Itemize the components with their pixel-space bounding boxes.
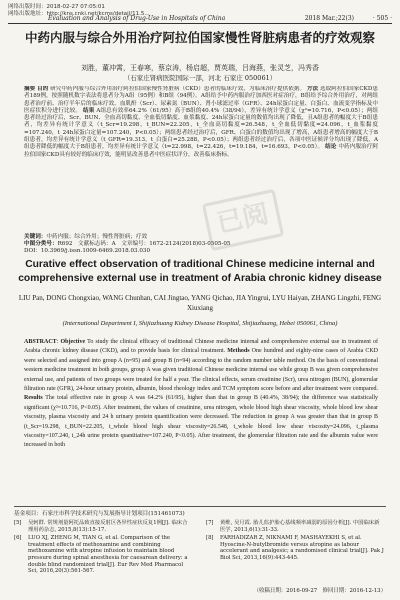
- page-number: · 505 ·: [372, 15, 392, 22]
- stamp-text: 已阅: [214, 198, 272, 240]
- issue-date: 2018 Mar.;22(3): [304, 15, 354, 22]
- english-authors: LIU Pan, DONG Chongxiao, WANG Chunhan, CAI Jingtao, YANG Qichao, JIA Yingrui, LYU Haiyan, ZHANG Lingzhi, FENG Xiuxiang: [18, 294, 382, 312]
- journal-name: Evaluation and Analysis of Drug-Use in Hospitals of China: [48, 15, 226, 22]
- reference-number: [8]: [206, 535, 214, 542]
- reference-text: FARHADIZAR Z, NIKNAMI F, MASHAYEKHI S, et al. Hyoscine-N-butylbromide versus atropine as labour accelerant and analgesic; a randomised clinical trial[J]. Pak J Biol Sci, 2013,16(9):443-445.: [220, 535, 384, 561]
- chinese-affiliation: （石家庄肾病医院国际一部，河北 石家庄 050061）: [123, 74, 277, 82]
- running-header: [8, 14, 392, 24]
- conclusion-label-cn: 结论: [325, 144, 337, 151]
- objective-label-cn: 目的: [37, 86, 49, 92]
- chinese-title: 中药内服与综合外用治疗阿拉伯国家慢性肾脏病患者的疗效观察: [24, 30, 375, 45]
- methods-label-en: Methods: [227, 348, 250, 355]
- reference-number: [7]: [206, 520, 214, 526]
- reference-number: [5]: [14, 520, 22, 526]
- results-en: The total effective rate in group A was 64.2% (61/95), higher than that in group B (40.4%, 38/94); the difference was statistically significant (χ²=10.716, P<0.05). After treatment, the values of creatinine, urea nitrogen, whole blood high shear viscosity, whole blood low shear viscosity, plasma viscosity and 24 h urinary protein quantification were decreased. The reduction in group A was greater than that in group B (t_Scr=19.298, t_BUN=22.205, t_whole blood high shear viscosity=26.548, t_whole blood low shear viscosity=24.096, t_plasma viscosity=107.240, t_24h urine protein quantitative=107.240, P<0.05). After treatment, the glomerular filtration rate and the albumin value were increased in both: [24, 395, 378, 449]
- english-affiliation: (International Department I, Shijiazhuang Kidney Disease Hospital, Shijiazhuang, Hebei 050061, China): [62, 320, 338, 327]
- abstract-label-en: ABSTRACT: [24, 339, 57, 345]
- reference-item: [14, 520, 192, 533]
- results-label-en: Results: [24, 395, 43, 402]
- classification-label: 中图分类号：: [24, 241, 58, 247]
- references: [14, 520, 386, 594]
- english-title: Curative effect observation of traditional Chinese medicine internal and comprehensive external use in treatment of Arabia chronic kidney disease: [18, 259, 382, 284]
- english-abstract: ABSTRACT: Objective To study the clinical efficacy of traditional Chinese medicine internal and comprehensive external use in treatment of Arabia chronic kidney disease (CKD), and to provide basis for clinical treatment. Methods One hundred and eighty-nine cases of Arabia CKD were selected and assigned into group A (n=95) and group B (n=94) according to the random number table method. On the basis of conventional western medicine treatment in both groups, group A was given traditional Chinese medicine internal use while group B was given comprehensive external use, and patients of two groups were treated for half a year. The clinical effects, serum creatinine (Scr), urea nitrogen (BUN), glomerular filtration rate (GFR), 24-hour urinary protein, albumin, blood rheology index and TCM symptom score before and after treatment were compared. Results The total effective rate in group A was 64.2% (61/95), higher than that in group B (40.4%, 38/94); the difference was statistically significant (χ²=10.716, P<0.05). After treatment, the values of creatinine, urea nitrogen, whole blood high shear viscosity, whole blood low shear viscosity, plasma viscosity and 24 h urinary protein quantification were decreased. The reduction in group A was greater than that in group B (t_Scr=19.298, t_BUN=22.205, t_whole blood high shear viscosity=26.548, t_whole blood low shear viscosity=24.096, t_plasma viscosity=107.240, t_24h urine protein quantitative=107.240, P<0.05). After treatment, the glomerular filtration rate and the albumin value were increased in both: [24, 339, 378, 449]
- reference-text: 吴轲群. 常规剂量阿托品致直接反射区各异性症状反复1例[J]. 临床合理用药杂志, 2015,8(13):15-17.: [28, 520, 188, 533]
- reference-item: [206, 535, 384, 561]
- abstract-label-cn: 摘要: [24, 86, 36, 92]
- conclusion-cn: 中药内服治疗阿拉伯国家CKD具有较好的临床疗效，能明显改善患者中医症状评分，改善临床指标。: [24, 144, 378, 158]
- methods-cn: 选取阿拉伯国家CKD患者189例，按照随机数字表法将患者分为A组（95例）和B组（94例）。A组给予中药内服治疗加西医对症治疗，B组给予综合外用治疗，对两组患者治疗前、治疗半年后的临床疗效、血肌酐（Scr）、尿素氮（BUN）、肾小球滤过率（GFR）、24h尿蛋白定量、白蛋白、血流变学指标及中医症状积分进行比较。: [24, 86, 378, 114]
- funding-note: 基金项目：石家庄市科学技术研究与发展指导计划项目(151461073): [14, 506, 386, 518]
- references-left-column: [14, 520, 192, 577]
- reference-text: 黄维, 吴月霞. 胎儿监护胎心基线频率减弱的原因分析[J]. 中国临床新医学, 2013,6(1):31-33.: [220, 520, 380, 533]
- reference-item: [14, 535, 192, 575]
- chinese-abstract: [24, 86, 378, 234]
- network-publication-time: 网络出版时间：2018-02-27 07:05:01: [8, 4, 105, 10]
- keywords-text: 中药内服；综合外用；慢性肾脏病；疗效: [46, 234, 148, 240]
- received-date: （收稿日期：2016-09-27 修回日期：2016-12-13）: [253, 588, 386, 594]
- reference-number: [6]: [14, 535, 22, 542]
- references-right-column: [206, 520, 384, 564]
- methods-label-cn: 方法: [306, 86, 319, 92]
- results-cn: A组总有效率64.2%（61/95）高于B组的40.4%（38/94），差异有统计学意义（χ²=10.716，P<0.05）；两组患者经过治疗后，Scr、BUN、全血高切黏度、全血低切黏度、血浆黏度、24h尿蛋白定量的数值均出现了降低，且A组患者的幅度大于B组患者，均差异有统计学意义（t_Scr=19.298，t_BUN=22.205，t_全血高切黏度=26.548，t_全血低切黏度=24.096，t_血浆黏度=107.240，t_24h尿蛋白定量=107.240，P<0.05）；两组患者经过治疗后，GFR、白蛋白的数值均出现了增高，A组患者增高的幅度大于B组患者，均差异有统计学意义（t_GFR=19.313，t_白蛋白=25.288，P<0.05）；两组患者经过治疗后，各项中医证候评分均出现了降低，A组患者降低的幅度大于B组患者，均差异有统计学意义（t=22.998，t=22.426，t=19.184，t=16.693，P<0.05）。: [24, 107, 378, 151]
- classification-text: R692 文献标志码：A 文章编号：1672-2124(2018)03-0505-05: [57, 241, 231, 247]
- reference-item: [206, 520, 384, 533]
- methods-en: One hundred and eighty-nine cases of Arabia CKD were selected and assigned into group A (n=95) and group B (n=94) according to the random number table method. On the basis of conventional western medicine treatment in both groups, group A was given traditional Chinese medicine internal use while group B was given comprehensive external use, and patients of two groups were treated for half a year. The clinical effects, serum creatinine (Scr), urea nitrogen (BUN), glomerular filtration rate (GFR), 24-hour urinary protein, albumin, blood rheology index and TCM symptom score before and after treatment were compared.: [24, 348, 378, 393]
- objective-label-en: Objective: [60, 339, 86, 345]
- objective-cn: 研究中药内服与综合外用治疗阿拉伯国家慢性肾脏病（CKD）患者的临床疗效，为临床治疗提供依据。: [50, 86, 306, 92]
- chinese-authors: 刘胜，董冲霄，王春寒，蔡京涛，杨启超，贾英瑞，吕海燕，张灵芝，冯秀香: [81, 64, 319, 72]
- keywords-label: 关键词：: [24, 234, 47, 240]
- objective-en: To study the clinical efficacy of traditional Chinese medicine internal and comprehensive external use in treatment of Arabia chronic kidney disease (CKD), and to provide basis for clinical treatment.: [24, 339, 378, 355]
- results-label-cn: 结果: [82, 107, 95, 114]
- network-publication-address: 网络出版地址：http://kns.cnki.net/kcms/detail/11.5...: [8, 10, 150, 17]
- doi: DOI：10.3969/j.issn.1009-6469.2018.03.030: [24, 248, 151, 254]
- reference-text: LUO XJ, ZHENG M, TIAN G, et al. Comparison of the treatment effects of methoxamine and combining methoxamine with atropine infusion to maintain blood pressure during spinal anesthesia for caesarean delivery: a double blind randomized trial[J]. Eur Rev Med Pharmacol Sci, 2016,20(3):561-567.: [28, 535, 188, 575]
